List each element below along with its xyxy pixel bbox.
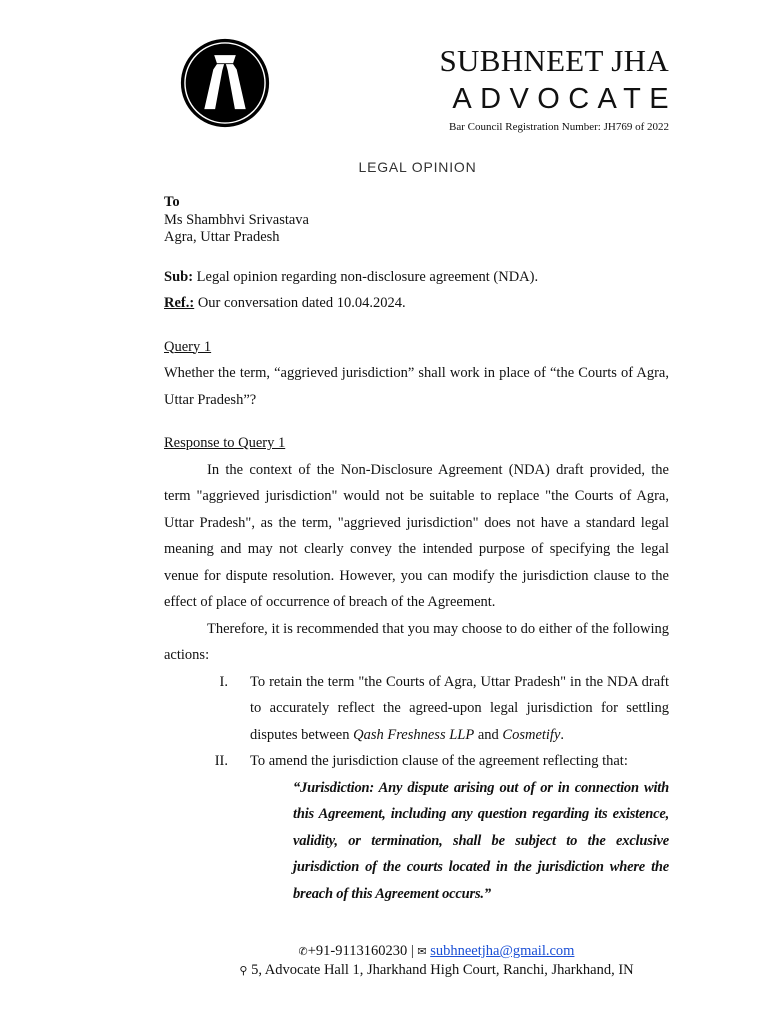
subject-label: Sub: (164, 268, 194, 285)
response-heading: Response to Query 1 (164, 435, 286, 451)
location-pin-icon: ⚲ (239, 964, 248, 977)
query-text: Whether the term, “aggrieved jurisdiction” shall work in place of “the Courts of Agra, Uttar Pradesh”? (164, 365, 669, 408)
list-item-2 (164, 748, 669, 775)
party-2-name: Cosmetify (502, 726, 561, 743)
list-number-1: I. (219, 673, 228, 690)
recipient-address: Agra, Uttar Pradesh (164, 229, 280, 245)
list-item-1-text-a: To retain the term "the Courts of Agra, Uttar Pradesh" in the NDA draft to accurately reflect the agreed-upon legal jurisdiction for settling disputes between (250, 673, 669, 743)
to-label: To (164, 194, 180, 210)
registration-number: Bar Council Registration Number: JH769 of 2022 (449, 121, 669, 133)
advocate-title: ADVOCATE (452, 83, 677, 115)
list-item-1 (164, 669, 669, 749)
footer-separator: | (407, 943, 418, 959)
letter-body (164, 194, 669, 907)
document-title: LEGAL OPINION (358, 159, 477, 175)
reference-text: Our conversation dated 10.04.2024. (194, 295, 406, 311)
footer-phone: +91-9113160230 (307, 943, 408, 959)
list-item-2-text: To amend the jurisdiction clause of the agreement reflecting that: (250, 753, 628, 769)
response-paragraph-2: Therefore, it is recommended that you may choose to do either of the following actions: (164, 620, 669, 663)
response-paragraph-1: In the context of the Non-Disclosure Agreement (NDA) draft provided, the term "aggrieved jurisdiction" would not be suitable to replace "the Courts of Agra, Uttar Pradesh", as the term, "aggrieved jurisdiction" does not have a standard legal meaning and may not clearly convey the intended purpose of specifying the legal venue for dispute resolution. However, you can modify the jurisdiction clause to the effect of place of occurrence of breach of the Agreement. (164, 461, 669, 610)
phone-icon: ✆ (298, 945, 308, 958)
footer-address: 5, Advocate Hall 1, Jharkhand High Court, Ranchi, Jharkhand, IN (247, 962, 634, 978)
reference-line (164, 290, 669, 317)
list-item-1-text-b: and (474, 726, 503, 743)
footer-email-link[interactable]: subhneetjha@gmail.com (430, 943, 575, 959)
query-heading: Query 1 (164, 338, 212, 355)
advocate-bands-logo-icon (180, 38, 270, 128)
reference-label: Ref.: (164, 295, 195, 311)
party-1-name: Qash Freshness LLP (353, 726, 475, 743)
list-item-1-text-c: . (560, 726, 565, 743)
subject-line (164, 264, 669, 291)
jurisdiction-clause-quote: “Jurisdiction: Any dispute arising out of or in connection with this Agreement, including any question regarding its existence, validity, or termination, shall be subject to the exclusive jurisdiction of the courts located in the jurisdiction where the breach of this Agreement occurs.” (293, 779, 669, 902)
advocate-name: SUBHNEET JHA (439, 43, 669, 78)
list-number-2: II. (214, 753, 228, 769)
recipient-name: Ms Shambhvi Srivastava (164, 211, 309, 228)
email-icon: ✉ (417, 945, 427, 958)
footer-address-line (0, 961, 768, 980)
subject-text: Legal opinion regarding non-disclosure agreement (NDA). (193, 268, 539, 285)
footer-contact-line (0, 942, 768, 961)
